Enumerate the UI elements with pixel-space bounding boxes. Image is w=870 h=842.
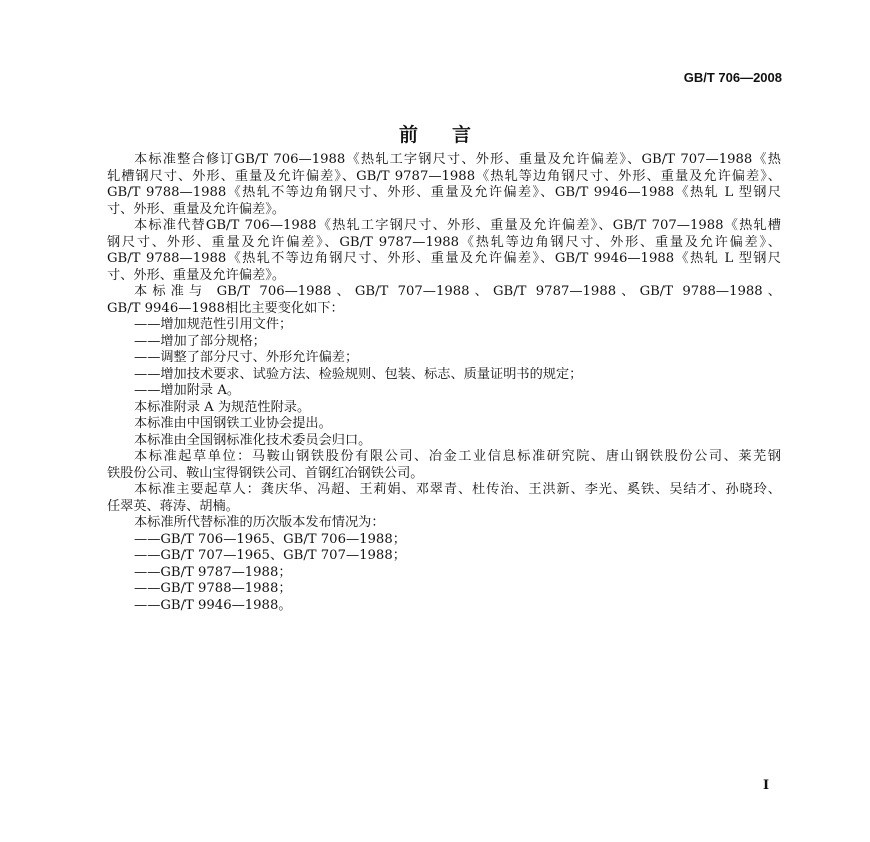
paragraph <box>107 532 781 549</box>
paragraph <box>107 284 781 317</box>
paragraph <box>107 515 781 532</box>
text-line: ——增加技术要求、试验方法、检验规则、包装、标志、质量证明书的规定； <box>134 366 583 382</box>
text-line: 本标准主要起草人：龚庆华、冯超、王莉娟、邓翠青、杜传治、王洪新、李光、奚铁、吴结才、孙晓玲、 <box>134 482 781 497</box>
text-line: ——GB/T 9946—1988。 <box>134 597 292 613</box>
text-line: 本标准由中国钢铁工业协会提出。 <box>134 416 332 431</box>
text-line: ——GB/T 707—1965、GB/T 707—1988； <box>134 548 406 563</box>
paragraph <box>107 400 781 417</box>
text-line: 本标准起草单位：马鞍山钢铁股份有限公司、冶金工业信息标准研究院、唐山钢铁股份公司、莱芜钢 <box>134 449 781 464</box>
text-line: 本标准整合修订GB/T 706—1988《热轧工字钢尺寸、外形、重量及允许偏差》、GB/T 707—1988《热 <box>134 152 781 167</box>
text-line: 铁股份公司、鞍山宝得钢铁公司、首钢红冶钢铁公司。 <box>107 465 424 481</box>
paragraph <box>107 433 781 450</box>
page-number: I <box>763 778 770 793</box>
text-line: ——GB/T 9788—1988； <box>134 581 292 596</box>
text-line: GB/T 9946—1988相比主要变化如下： <box>107 300 344 316</box>
text-line: 任翠英、蒋涛、胡楠。 <box>107 498 239 514</box>
paragraph <box>107 548 781 565</box>
text-line: 寸、外形、重量及允许偏差》。 <box>107 267 286 283</box>
text-line: 本标准由全国钢标准化技术委员会归口。 <box>134 432 372 448</box>
paragraph <box>107 152 781 218</box>
text-line: ——增加规范性引用文件； <box>134 317 293 332</box>
standard-number-header: GB/T 706—2008 <box>683 70 782 85</box>
text-line: ——GB/T 9787—1988； <box>134 564 292 580</box>
text-line: ——GB/T 706—1965、GB/T 706—1988； <box>134 531 406 547</box>
paragraph <box>107 598 781 615</box>
paragraph <box>107 565 781 582</box>
text-line: 本标准附录 A 为规范性附录。 <box>134 399 311 415</box>
text-line: 轧槽钢尺寸、外形、重量及允许偏差》、GB/T 9787—1988《热轧等边角钢尺寸、外形、重量及允许偏差》、 <box>107 168 781 184</box>
text-line: GB/T 9788—1988《热轧不等边角钢尺寸、外形、重量及允许偏差》、GB/T 9946—1988《热轧 L 型钢尺 <box>107 251 781 266</box>
text-line: 本标准所代替标准的历次版本发布情况为： <box>134 515 385 530</box>
paragraph <box>107 482 781 515</box>
paragraph <box>107 581 781 598</box>
text-line: 钢尺寸、外形、重量及允许偏差》、GB/T 9787—1988《热轧等边角钢尺寸、外形、重量及允许偏差》、 <box>107 234 781 250</box>
text-line: GB/T 9788—1988《热轧不等边角钢尺寸、外形、重量及允许偏差》、GB/T 9946—1988《热轧 L 型钢尺 <box>107 185 781 200</box>
paragraph <box>107 334 781 351</box>
paragraph <box>107 350 781 367</box>
paragraph <box>107 416 781 433</box>
paragraph <box>107 317 781 334</box>
paragraph <box>107 449 781 482</box>
text-line: ——增加附录 A。 <box>134 383 241 398</box>
text-line: 本标准代替GB/T 706—1988《热轧工字钢尺寸、外形、重量及允许偏差》、GB/T 707—1988《热轧槽 <box>134 218 781 233</box>
text-line: ——调整了部分尺寸、外形允许偏差； <box>134 350 359 365</box>
text-line: ——增加了部分规格； <box>134 333 266 349</box>
document-body <box>107 152 781 614</box>
text-line: 寸、外形、重量及允许偏差》。 <box>107 201 286 217</box>
paragraph <box>107 367 781 384</box>
paragraph <box>107 218 781 284</box>
paragraph <box>107 383 781 400</box>
text-line: 本标准与 GB/T 706—1988、GB/T 707—1988、GB/T 9787—1988、GB/T 9788—1988、 <box>134 284 781 299</box>
page-title: 前言 <box>398 124 505 146</box>
